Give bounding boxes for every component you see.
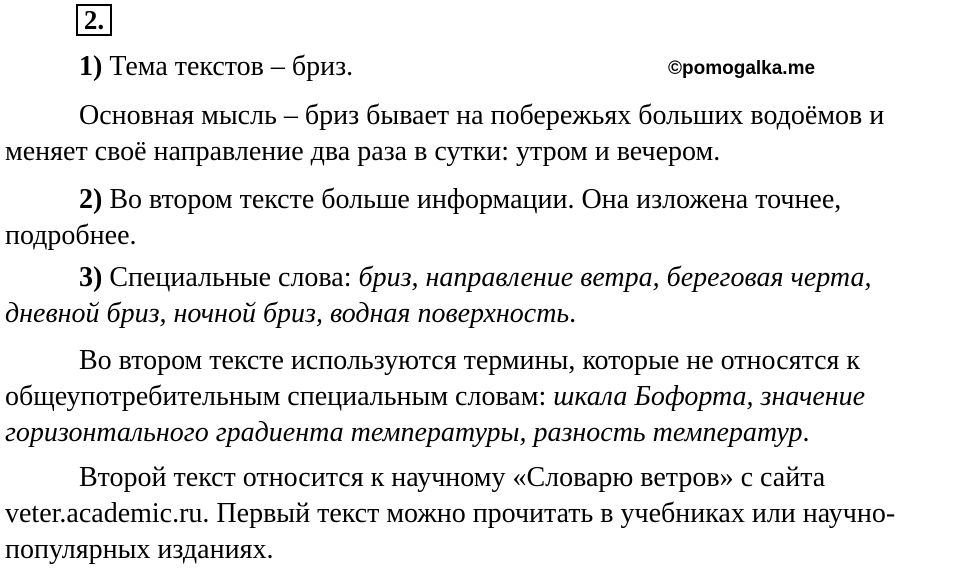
item-3-lead: Специальные слова: — [102, 262, 359, 293]
item-3-marker: 3) — [79, 262, 103, 293]
item-1-idea-line-2: меняет своё направление два раза в сутки: утром и вечером. — [5, 136, 721, 167]
source-para-line-1: Второй текст относится к научному «Словарю ветров» с сайта — [79, 462, 826, 493]
terms-para-line-3 — [5, 415, 810, 451]
item-2-line-1 — [79, 182, 841, 218]
item-1-topic — [79, 49, 353, 85]
item-2-text: Во втором тексте больше информации. Она изложена точнее, — [102, 184, 842, 215]
item-3-line-1 — [79, 260, 871, 296]
terms-para-italic-3: горизонтального градиента температуры, разность температур — [5, 417, 803, 448]
item-3-line-2 — [5, 296, 576, 332]
terms-para-line-2 — [5, 379, 865, 415]
exercise-number: 2. — [76, 4, 112, 36]
watermark: ©pomogalka.me — [668, 58, 816, 79]
item-1-topic-text: Тема текстов – бриз. — [102, 51, 354, 82]
terms-para-line-1: Во втором тексте используются термины, которые не относятся к — [79, 345, 861, 376]
item-3-end: . — [569, 298, 577, 329]
terms-para-end: . — [802, 417, 810, 448]
item-2-line-2: подробнее. — [5, 220, 137, 251]
item-3-terms-2: дневной бриз, ночной бриз, водная поверхность — [5, 298, 570, 329]
terms-para-italic-2: шкала Бофорта, значение — [553, 381, 866, 412]
item-1-idea-line-1: Основная мысль – бриз бывает на побережьях больших водоёмов и — [79, 100, 885, 131]
item-1-marker: 1) — [79, 51, 103, 82]
source-para-line-2: veter.academic.ru. Первый текст можно прочитать в учебниках или научно- — [5, 498, 896, 529]
item-3-terms-1: бриз, направление ветра, береговая черта, — [358, 262, 872, 293]
terms-para-text-2: общеупотребительным специальным словам: — [5, 381, 554, 412]
source-para-line-3: популярных изданиях. — [5, 534, 274, 565]
item-2-marker: 2) — [79, 184, 103, 215]
